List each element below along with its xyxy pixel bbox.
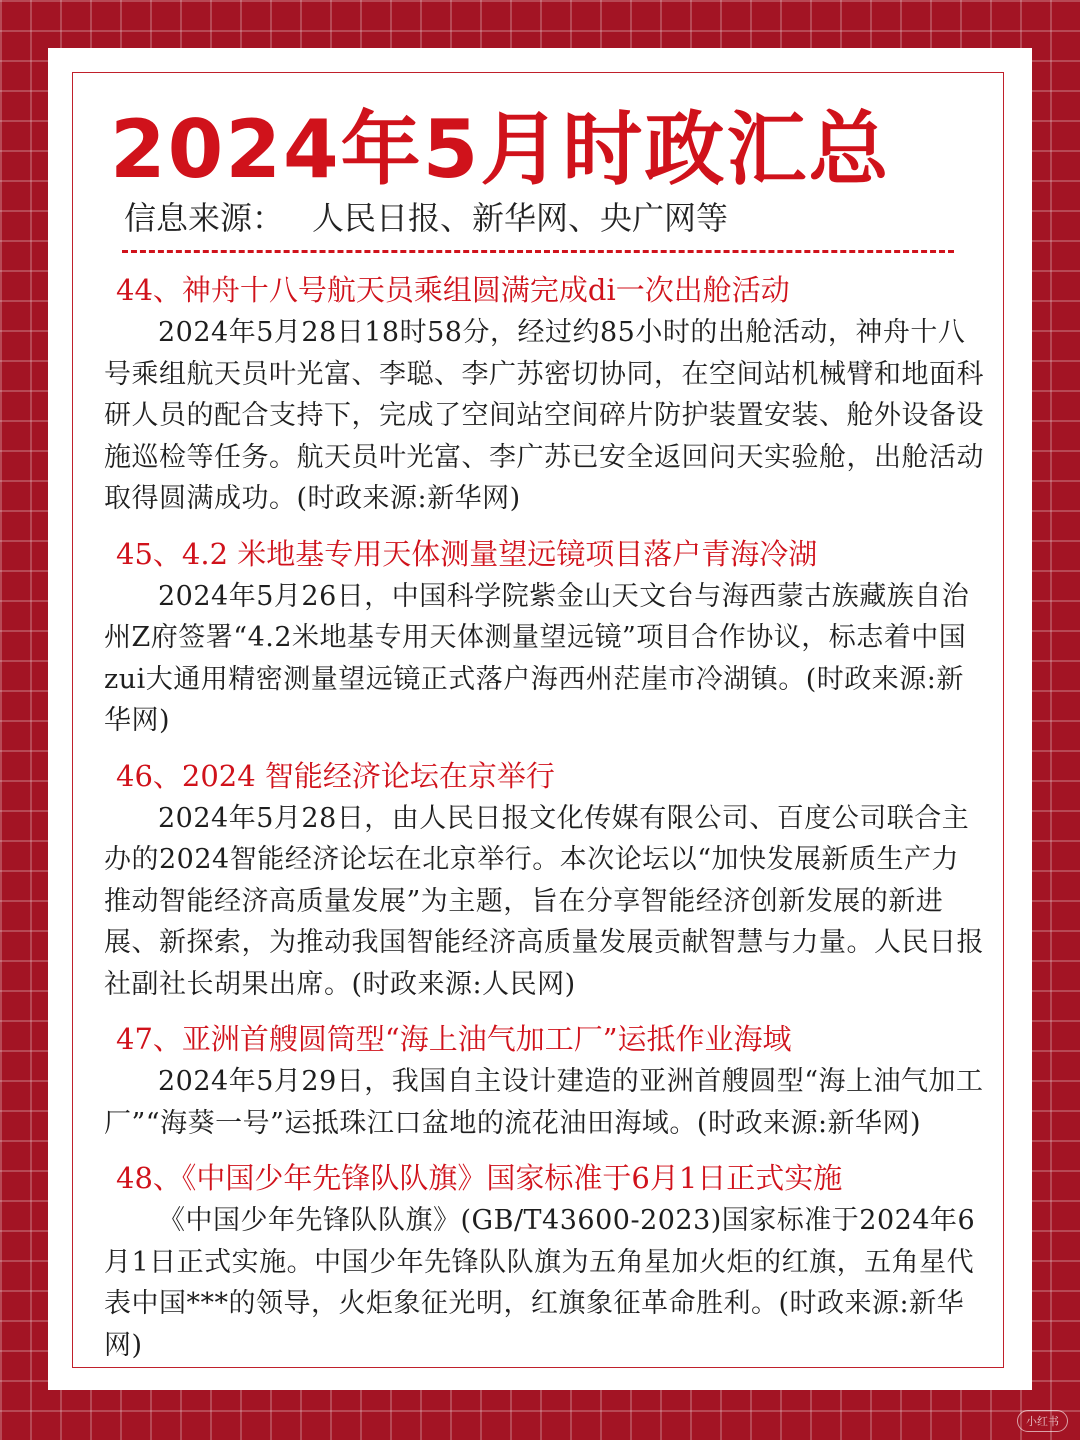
news-body: 《中国少年先锋队队旗》(GB/T43600-2023)国家标准于2024年6月1日正式实施。中国少年先锋队队旗为五角星加火炬的红旗，五角星代表中国***的领导，火炬象征光明，红旗象征革命胜利。(时政来源:新华网) bbox=[104, 1205, 976, 1361]
source-label: 信息来源： bbox=[124, 199, 285, 237]
source-value: 人民日报、新华网、央广网等 bbox=[312, 199, 729, 237]
news-body: 2024年5月28日，由人民日报文化传媒有限公司、百度公司联合主办的2024智能经济论坛在北京举行。本次论坛以“加快发展新质生产力推动智能经济高质量发展”为主题，旨在分享智能经济创新发展的新进展、新探索，为推动我国智能经济高质量发展贡献智慧与力量。人民日报社副社长胡果出席。(时政来源:人民网) bbox=[104, 802, 984, 1000]
news-heading: 46、2024 智能经济论坛在京举行 bbox=[116, 758, 555, 793]
dashed-divider bbox=[122, 250, 954, 253]
news-item-47 bbox=[104, 1019, 984, 1144]
page-title: 2024年5月时政汇总 bbox=[110, 103, 891, 196]
news-heading: 45、4.2 米地基专用天体测量望远镜项目落户青海冷湖 bbox=[116, 536, 818, 571]
news-heading: 44、神舟十八号航天员乘组圆满完成di一次出舱活动 bbox=[116, 273, 790, 307]
news-body: 2024年5月28日18时58分，经过约85小时的出舱活动，神舟十八号乘组航天员叶光富、李聪、李广苏密切协同，在空间站机械臂和地面科研人员的配合支持下，完成了空间站空间碎片防护装置安装、舱外设备设施巡检等任务。航天员叶光富、李广苏已安全返回问天实验舱，出舱活动取得圆满成功。(时政来源:新华网) bbox=[104, 317, 984, 514]
news-item-46 bbox=[104, 756, 984, 1006]
news-list bbox=[104, 270, 984, 1380]
news-item-48 bbox=[104, 1158, 984, 1366]
content-card bbox=[48, 48, 1032, 1390]
news-heading: 48、《中国少年先锋队队旗》国家标准于6月1日正式实施 bbox=[116, 1161, 843, 1195]
watermark-logo: 小红书 bbox=[1017, 1410, 1068, 1432]
source-line bbox=[124, 196, 728, 240]
news-item-44 bbox=[104, 270, 984, 520]
news-body: 2024年5月29日，我国自主设计建造的亚洲首艘圆型“海上油气加工厂”“海葵一号”运抵珠江口盆地的流花油田海域。(时政来源:新华网) bbox=[104, 1066, 984, 1139]
news-body: 2024年5月26日，中国科学院紫金山天文台与海西蒙古族藏族自治州Z府签署“4.2米地基专用天体测量望远镜”项目合作协议，标志着中国zui大通用精密测量望远镜正式落户海西州茫崖市冷湖镇。(时政来源:新华网) bbox=[104, 580, 970, 736]
news-item-45 bbox=[104, 534, 984, 742]
news-heading: 47、亚洲首艘圆筒型“海上油气加工厂”运抵作业海域 bbox=[116, 1022, 792, 1056]
